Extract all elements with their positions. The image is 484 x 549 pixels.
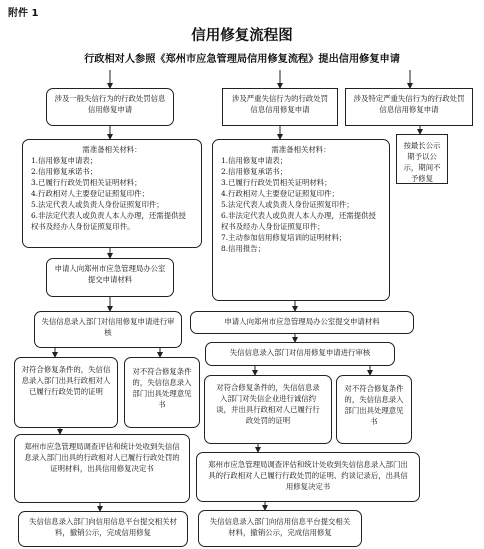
serious-material-item: 5.法定代表人或负责人身份证照复印件； (221, 200, 354, 209)
general-material-item: 3.已履行行政处罚相关证明材料； (31, 178, 142, 187)
special-note-box (396, 134, 448, 184)
general-meet-text: 对符合修复条件的，失信信息录入部门出具行政相对人已履行行政处罚的证明 (21, 365, 111, 396)
general-material-item: 6.非法定代表人或负责人本人办理，还需提供授权书及经办人身份证照复印件。 (31, 211, 186, 231)
general-notmeet-box (124, 357, 200, 428)
general-submit-box (46, 258, 174, 297)
general-material-item: 1.信用修复申请表； (31, 156, 98, 165)
serious-material-item: 3.已履行行政处罚相关证明材料； (221, 178, 332, 187)
serious-notmeet-box (336, 375, 412, 444)
serious-materials-list (221, 155, 381, 254)
serious-apply-text: 涉及严重失信行为的行政处罚信息信用修复申请 (231, 94, 329, 114)
general-materials-heading: 需准备相关材料： (82, 145, 142, 154)
serious-meet-box (204, 375, 332, 444)
general-submit-text: 申请人向郑州市应急管理局办公室提交申请材料 (54, 264, 166, 284)
serious-complete-box (198, 510, 362, 547)
general-meet-box (14, 357, 118, 428)
serious-materials-box (212, 139, 390, 301)
general-review-box (34, 311, 182, 348)
special-apply-text: 涉及特定严重失信行为的行政处罚信息信用修复申请 (353, 94, 465, 114)
general-final-review-box (14, 434, 190, 503)
serious-material-item: 6.非法定代表人或负责人本人办理，还需提供授权书及经办人身份证照复印件； (221, 211, 376, 231)
general-materials-list (31, 155, 193, 232)
serious-material-item: 1.信用修复申请表； (221, 156, 288, 165)
serious-submit-text: 申请人向郑州市应急管理局办公室提交申请材料 (224, 317, 380, 326)
serious-review-box (205, 342, 395, 366)
serious-material-item: 8.信用报告； (221, 244, 266, 253)
annex-label: 附件 1 (8, 8, 39, 19)
general-complete-text: 失信信息录入部门向信用信息平台提交相关材料，撤销公示，完成信用修复 (29, 517, 177, 537)
general-apply-text: 涉及一般失信行为的行政处罚信息信用修复申请 (54, 94, 166, 114)
general-review-text: 失信信息录入部门对信用修复申请进行审核 (41, 317, 175, 337)
general-material-item: 5.法定代表人或负责人身份证照复印件； (31, 200, 164, 209)
serious-meet-text: 对符合修复条件的，失信信息录入部门对失信企业进行诚信约谈，并出具行政相对人已履行行政处罚的证明 (216, 383, 320, 425)
general-complete-box (18, 511, 188, 547)
general-material-item: 2.信用修复承诺书； (31, 167, 98, 176)
serious-apply-box (222, 88, 338, 126)
serious-review-text: 失信信息录入部门对信用修复申请进行审核 (229, 348, 371, 357)
serious-notmeet-text: 对不符合修复条件的，失信信息录入部门出具处理意见书 (344, 384, 404, 426)
general-notmeet-text: 对不符合修复条件的，失信信息录入部门出具处理意见书 (132, 367, 192, 409)
special-apply-box (345, 88, 473, 126)
serious-material-item: 4.行政相对人主要登记证照复印件； (221, 189, 339, 198)
serious-materials-heading: 需准备相关材料： (271, 145, 331, 154)
general-final-review-text: 郑州市应急管理局调查评估和统计处收到失信信息录入部门出具的行政相对人已履行行政处罚的证明材料，出具信用修复决定书 (24, 442, 180, 473)
general-apply-box (46, 88, 174, 126)
serious-material-item: 7.主动参加信用修复培训的证明材料； (221, 233, 347, 242)
general-material-item: 4.行政相对人主要登记证照复印件； (31, 189, 149, 198)
serious-complete-text: 失信信息录入部门向信用信息平台提交相关材料，撤销公示，完成信用修复 (209, 517, 351, 537)
page-subtitle: 行政相对人参照《郑州市应急管理局信用修复流程》提出信用修复申请 (84, 54, 400, 65)
special-note-text: 按最长公示期予以公示，期间不予修复 (403, 141, 441, 183)
general-materials-box (22, 139, 202, 248)
serious-final-review-box (196, 452, 420, 502)
serious-submit-box (190, 311, 414, 334)
serious-material-item: 2.信用修复承诺书； (221, 167, 288, 176)
page-title: 信用修复流程图 (191, 28, 293, 44)
serious-final-review-text: 郑州市应急管理局调查评估和统计处收到失信信息录入部门出具的行政相对人已履行行政处罚的证明、约谈记录后，出具信用修复决定书 (208, 460, 408, 491)
